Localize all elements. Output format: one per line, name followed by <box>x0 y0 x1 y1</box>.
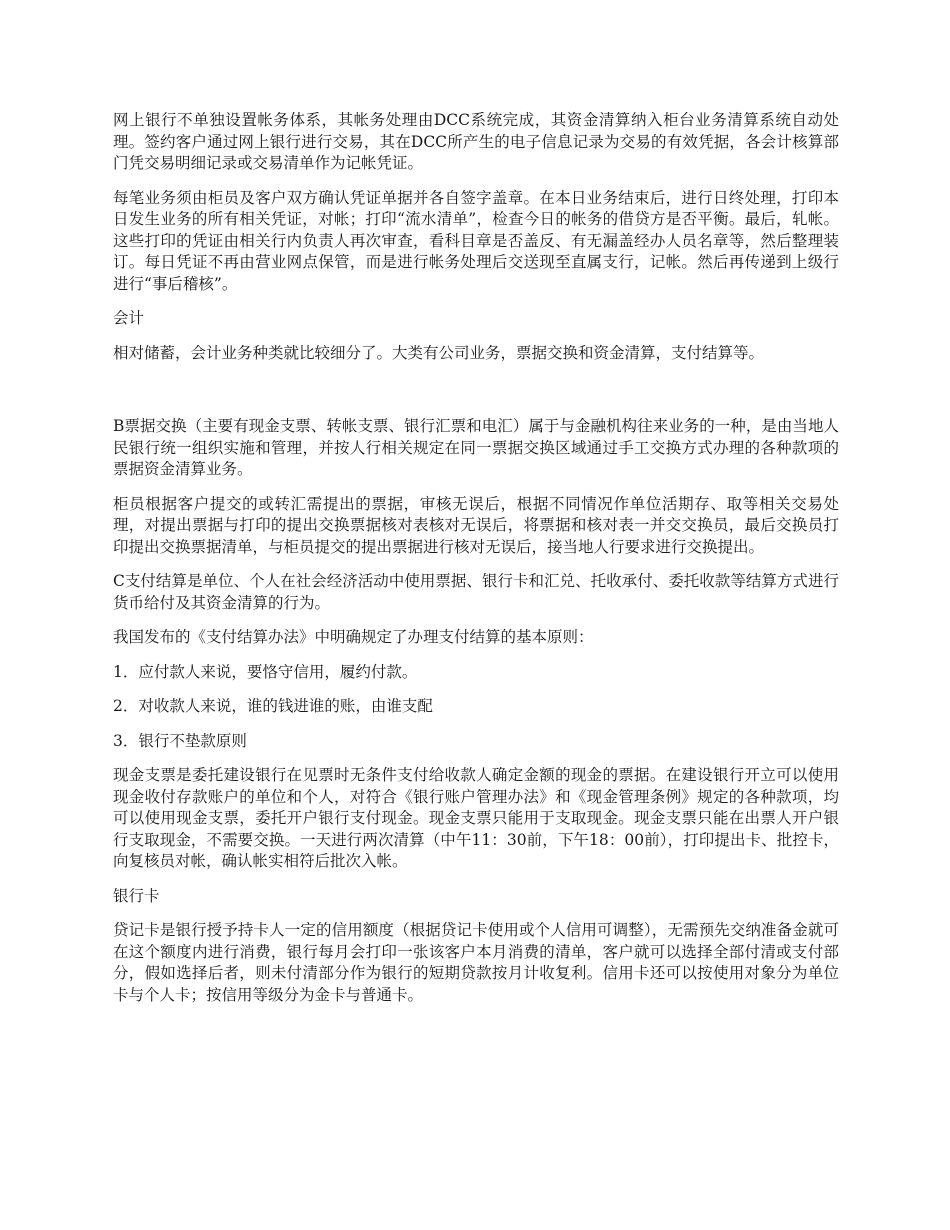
list-item-principle-3: 3．银行不垫款原则 <box>113 731 247 750</box>
paragraph-settlement-principles: 我国发布的《支付结算办法》中明确规定了办理支付结算的基本原则： <box>113 628 594 646</box>
paragraph-teller-procedure: 柜员根据客户提交的或转汇需提出的票据，审核无误后，根据不同情况作单位活期存、取等相关交易处理，对提出票据与打印的提出交换票据核对表核对无误后，将票据和核对表一并交交换员，最后交换员打印提出交换票据清单，与柜员提交的提出票据进行核对无误后，接当地人行要求进行交换提出。 <box>113 494 839 556</box>
paragraph-payment-settlement: C支付结算是单位、个人在社会经济活动中使用票据、银行卡和汇兑、托收承付、委托收款等结算方式进行货币给付及其资金清算的行为。 <box>113 572 839 612</box>
list-item-principle-1: 1．应付款人来说，要恪守信用，履约付款。 <box>113 662 418 681</box>
paragraph-cash-check: 现金支票是委托建设银行在见票时无条件支付给收款人确定金额的现金的票据。在建设银行开立可以使用现金收付存款账户的单位和个人，对符合《银行账户管理办法》和《现金管理条例》规定的各种款项，均可以使用现金支票，委托开户银行支付现金。现金支票只能用于支取现金。现金支票只能在出票人开户银行支取现金，不需要交换。一天进行两次清算（中午11：30前，下午18：00前），打印提出卡、批控卡，向复核员对帐，确认帐实相符后批次入帐。 <box>113 766 839 870</box>
section-heading-bank-card: 银行卡 <box>113 886 160 905</box>
paragraph-credit-card: 贷记卡是银行授予持卡人一定的信用额度（根据贷记卡使用或个人信用可调整），无需预先交纳准备金就可在这个额度内进行消费，银行每月会打印一张该客户本月消费的清单，客户就可以选择全部付清或支付部分，假如选择后者，则未付清部分作为银行的短期贷款按月计收复利。信用卡还可以按使用对象分为单位卡与个人卡；按信用等级分为金卡与普通卡。 <box>113 921 839 1004</box>
paragraph-bill-exchange: B票据交换（主要有现金支票、转帐支票、银行汇票和电汇）属于与金融机构往来业务的一种，是由当地人民银行统一组织实施和管理，并按人行相关规定在同一票据交换区域通过手工交换方式办理的各种款项的票据资金清算业务。 <box>113 417 839 478</box>
document-body <box>113 110 839 1019</box>
paragraph-voucher-confirmation: 每笔业务须由柜员及客户双方确认凭证单据并各自签字盖章。在本日业务结束后，进行日终处理，打印本日发生业务的所有相关凭证，对帐；打印“流水清单”，检查今日的帐务的借贷方是否平衡。最后，轧帐。这些打印的凭证由相关行内负责人再次审查，看科目章是否盖反、有无漏盖经办人员名章等，然后整理装订。每日凭证不再由营业网点保管，而是进行帐务处理后交送现至直属支行，记帐。然后再传递到上级行进行“事后稽核”。 <box>113 188 839 293</box>
paragraph-accounting-overview: 相对储蓄，会计业务种类就比较细分了。大类有公司业务，票据交换和资金清算，支付结算等。 <box>113 343 765 362</box>
paragraph-online-banking: 网上银行不单独设置帐务体系，其帐务处理由DCC系统完成，其资金清算纳入柜台业务清算系统自动处理。签约客户通过网上银行进行交易，其在DCC所产生的电子信息记录为交易的有效凭据，各会计核算部门凭交易明细记录或交易清单作为记帐凭证。 <box>113 111 839 172</box>
list-item-principle-2: 2．对收款人来说，谁的钱进谁的账，由谁支配 <box>113 697 433 715</box>
section-heading-accounting: 会计 <box>113 309 145 327</box>
